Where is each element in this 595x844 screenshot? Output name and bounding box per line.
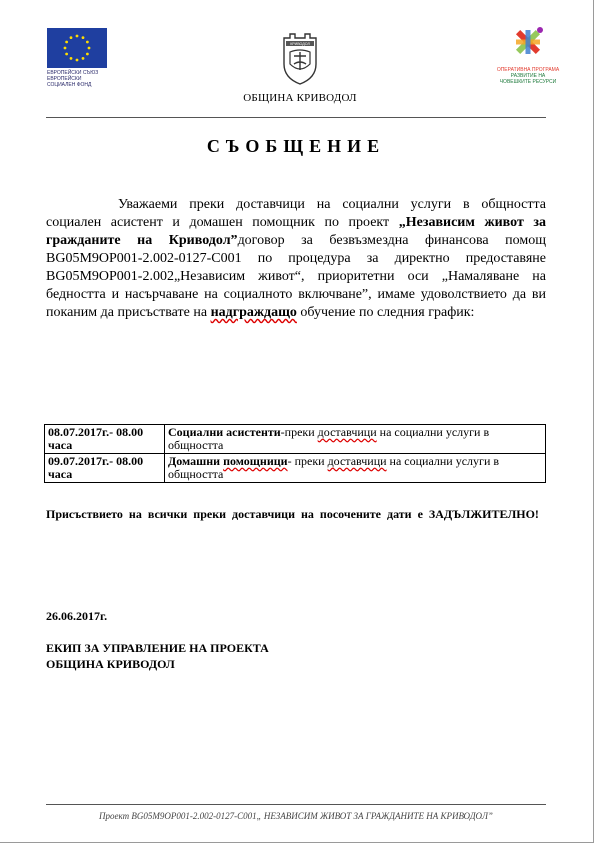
body-text: договор за безвъзмездна финансова помощ BG05M9OP001-2.002-0127-C001 по процедура за директно предоставяне BG05M9OP001-2.002„Независим живот“, приоритетни оси „Намаляване на бедността и насърчаване на социалното включване”, имаме удоволствието да ви поканим да присъствате на bbox=[46, 233, 547, 320]
group-name: помощници bbox=[223, 454, 288, 468]
desc-text: - преки bbox=[287, 454, 328, 468]
hrd-emblem-icon bbox=[493, 24, 563, 60]
eu-stars bbox=[47, 28, 107, 68]
signature-line: ЕКИП ЗА УПРАВЛЕНИЕ НА ПРОЕКТА bbox=[46, 641, 269, 655]
eu-caption-line: СОЦИАЛЕН ФОНД bbox=[47, 82, 92, 88]
schedule-date: 09.07.2017г.- 08.00 часа bbox=[45, 454, 165, 483]
eu-caption-line: ЕВРОПЕЙСКИ СЪЮЗ bbox=[47, 70, 99, 76]
group-name: Социални асистенти bbox=[168, 425, 281, 439]
document-date: 26.06.2017г. bbox=[46, 609, 108, 623]
body-text: Уважаеми преки доставчици на социални услуги в общността социален асистент и домашен помощник по проект bbox=[46, 197, 546, 230]
hrd-caption-line: РАЗВИТИЕ НА bbox=[510, 73, 546, 79]
hrd-caption-line: ОПЕРАТИВНА ПРОГРАМА bbox=[496, 67, 560, 73]
desc-text: на социални услуги в общността bbox=[168, 425, 490, 452]
municipality-name: ОБЩИНА КРИВОДОЛ bbox=[243, 92, 357, 104]
eu-star-icon bbox=[76, 35, 79, 38]
eu-star-icon bbox=[70, 36, 73, 39]
schedule-description bbox=[165, 454, 546, 483]
eu-caption bbox=[47, 70, 109, 88]
svg-text:КРИВОДОЛ: КРИВОДОЛ bbox=[290, 42, 310, 46]
eu-star-icon bbox=[64, 47, 67, 50]
eu-star-icon bbox=[86, 53, 89, 56]
eu-star-icon bbox=[82, 36, 85, 39]
schedule-table bbox=[44, 424, 546, 483]
table-row bbox=[45, 454, 546, 483]
eu-star-icon bbox=[88, 47, 91, 50]
signature-line: ОБЩИНА КРИВОДОЛ bbox=[46, 657, 175, 671]
eu-flag-icon bbox=[47, 28, 107, 68]
header-divider bbox=[46, 117, 546, 118]
hrd-caption bbox=[493, 67, 563, 85]
project-name: „Независим живот за гражданите на Криводол” bbox=[46, 215, 546, 248]
table-row bbox=[45, 425, 546, 454]
eu-star-icon bbox=[86, 41, 89, 44]
page-title: СЪОБЩЕНИЕ bbox=[206, 136, 386, 156]
eu-star-icon bbox=[76, 59, 79, 62]
eu-star-icon bbox=[82, 57, 85, 60]
invitation-paragraph bbox=[46, 196, 546, 322]
municipality-crest-icon bbox=[276, 30, 324, 86]
body-text: обучение по следния график: bbox=[296, 305, 475, 320]
group-name: Домашни bbox=[168, 454, 224, 468]
desc-text: на социални услуги в общността bbox=[168, 454, 500, 481]
eu-star-icon bbox=[65, 41, 68, 44]
mandatory-notice: Присъствието на всички преки доставчици на посочените дати е ЗАДЪЛЖИТЕЛНО! bbox=[46, 507, 539, 521]
eu-star-icon bbox=[70, 57, 73, 60]
eu-logo bbox=[47, 28, 109, 88]
schedule-description bbox=[165, 425, 546, 454]
eu-caption-line: ЕВРОПЕЙСКИ bbox=[47, 76, 82, 82]
schedule-date: 08.07.2017г.- 08.00 часа bbox=[45, 425, 165, 454]
desc-text: доставчици bbox=[327, 454, 387, 468]
signature-block bbox=[46, 640, 269, 672]
eu-star-icon bbox=[65, 53, 68, 56]
desc-text: доставчици bbox=[317, 425, 377, 439]
footer-divider bbox=[46, 804, 546, 805]
desc-text: -преки bbox=[280, 425, 318, 439]
page-footer: Проект BG05M9OP001-2.002-0127-C001„ НЕЗАВИСИМ ЖИВОТ ЗА ГРАЖДАНИТЕ НА КРИВОДОЛ” bbox=[99, 811, 493, 821]
highlight-word: надграждащо bbox=[210, 305, 297, 320]
hrd-caption-line: ЧОВЕШКИТЕ РЕСУРСИ bbox=[499, 79, 557, 85]
hrd-logo bbox=[493, 24, 563, 85]
